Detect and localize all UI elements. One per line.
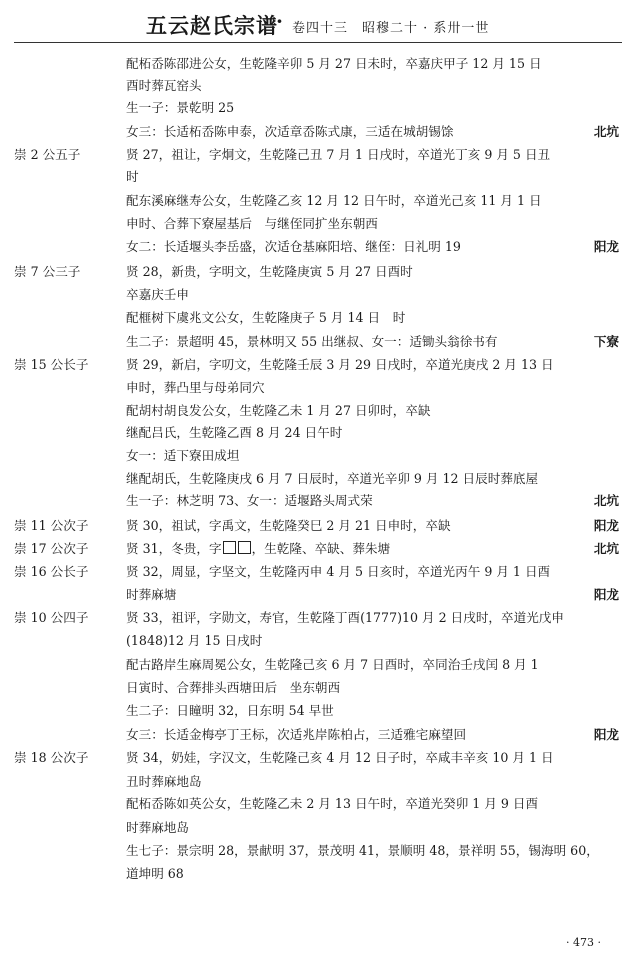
record-line: 生一子：林芝明 73、女一：适堰路头周式荣 [126,493,373,508]
lineage-label: 崇 7 公三子 [14,264,81,279]
lineage-label: 崇 2 公五子 [14,147,81,162]
record-line: 贤 29，新启，字叨文，生乾隆壬辰 3 月 29 日戌时，卒道光庚戌 2 月 13 日 [126,357,554,372]
record-line: 贤 34，奶娃，字汉文，生乾隆己亥 4 月 12 日子时，卒咸丰辛亥 10 月 1 日 [126,750,554,765]
record-line: 女三：长适金梅亭丁王标，次适兆岸陈柏占，三适雅宅麻望回 [126,727,467,742]
record-line: 配柘岙陈如英公女，生乾隆乙未 2 月 13 日午时，卒道光癸卯 1 月 9 日酉 [126,796,539,811]
record-line: 道坤明 68 [126,866,184,881]
record-line: 时葬麻塘 [126,587,177,602]
record-line: 女三：长适柘岙陈申泰，次适章岙陈式康，三适在城胡锡馀 [126,124,454,139]
burial-location: 阳龙 [593,587,619,602]
burial-location: 北坑 [593,493,619,508]
record-line: 女一：适下寮田成坦 [126,448,240,463]
record-line: 配柘岙陈邵进公女，生乾隆辛卯 5 月 27 日未时，卒嘉庆甲子 12 月 15 日 [126,56,542,71]
record-line: (1848)12 月 15 日戌时 [126,633,263,648]
record-line: 时 [126,169,139,184]
record-line: 继配胡氏，生乾隆庚戌 6 月 7 日辰时，卒道光辛卯 9 月 12 日辰时葬底屋 [126,471,539,486]
burial-location: 阳龙 [593,727,619,742]
burial-location: 北坑 [593,124,619,139]
record-line: 配东溪麻继寿公女，生乾隆乙亥 12 月 12 日午时，卒道光己亥 11 月 1 日 [126,193,542,208]
record-line: 申时，葬凸里与母弟同穴 [126,380,265,395]
record-line: 配古路岸生麻周冕公女，生乾隆己亥 6 月 7 日酉时，卒同治壬戌闰 8 月 1 [126,657,539,672]
lineage-label: 崇 15 公长子 [14,357,89,372]
burial-location: 阳龙 [593,239,619,254]
record-line: 生七子：景宗明 28，景献明 37，景茂明 41，景顺明 48，景祥明 55，锡海明 60， [126,843,599,858]
lineage-label: 崇 16 公长子 [14,564,89,579]
record-line: 配榧树下虞兆文公女，生乾隆庚子 5 月 14 日 时 [126,310,406,325]
burial-location: 下寮 [593,334,619,349]
record-line: 继配吕氏，生乾隆乙酉 8 月 24 日午时 [126,425,343,440]
record-line: 贤 32，周显，字坚文，生乾隆丙申 4 月 5 日亥时，卒道光丙午 9 月 1 日酉 [126,564,551,579]
book-title: 五云赵氏宗谱 [146,13,278,38]
record-line: 酉时葬瓦窑头 [126,78,202,93]
title-separator: · [276,9,283,33]
burial-location: 北坑 [593,541,619,556]
record-line: 生一子：景乾明 25 [126,100,235,115]
burial-location: 阳龙 [593,518,619,533]
record-line: 申时、合葬下寮屋基后 与继侄同扩坐东朝西 [126,216,378,231]
header-rule [14,42,622,43]
missing-character-box [223,541,236,554]
record-line: 贤 33，祖评，字勋文，寿官，生乾隆丁酉(1777)10 月 2 日戌时，卒道光戊申 [126,610,564,625]
record-line: 生二子：日瞳明 32，日东明 54 早世 [126,703,334,718]
record-line: 贤 28，新贵，字明文，生乾隆庚寅 5 月 27 日酉时 [126,264,413,279]
record-line: 卒嘉庆壬申 [126,287,189,302]
volume-subtitle: 卷四十三 昭穆二十 · 系卅一世 [292,21,490,36]
record-line: 贤 30，祖试，字禹文，生乾隆癸巳 2 月 21 日申时，卒缺 [126,518,451,533]
lineage-label: 崇 11 公次子 [14,518,89,533]
record-line: 贤 27，祖让，字炯文，生乾隆己丑 7 月 1 日戌时，卒道光丁亥 9 月 5 日丑 [126,147,551,162]
record-line: 生二子：景超明 45，景林明又 55 出继叔、女一：适锄头翁徐书有 [126,334,498,349]
missing-character-box [238,541,251,554]
page-header [0,0,635,44]
record-line: 日寅时、合葬排头西塘田后 坐东朝西 [126,680,341,695]
record-line: 贤 31，冬贵，字 ，生乾隆、卒缺、葬朱塘 [126,541,391,556]
lineage-label: 崇 10 公四子 [14,610,89,625]
record-line: 配胡村胡良发公女，生乾隆乙未 1 月 27 日卯时，卒缺 [126,403,431,418]
record-line: 女二：长适堰头李岳盛，次适仓基麻阳培、继侄：日礼明 19 [126,239,461,254]
page-number: · 473 · [566,936,601,949]
lineage-label: 崇 18 公次子 [14,750,89,765]
record-line: 丑时葬麻地岛 [126,774,202,789]
record-line: 时葬麻地岛 [126,820,189,835]
lineage-label: 崇 17 公次子 [14,541,89,556]
